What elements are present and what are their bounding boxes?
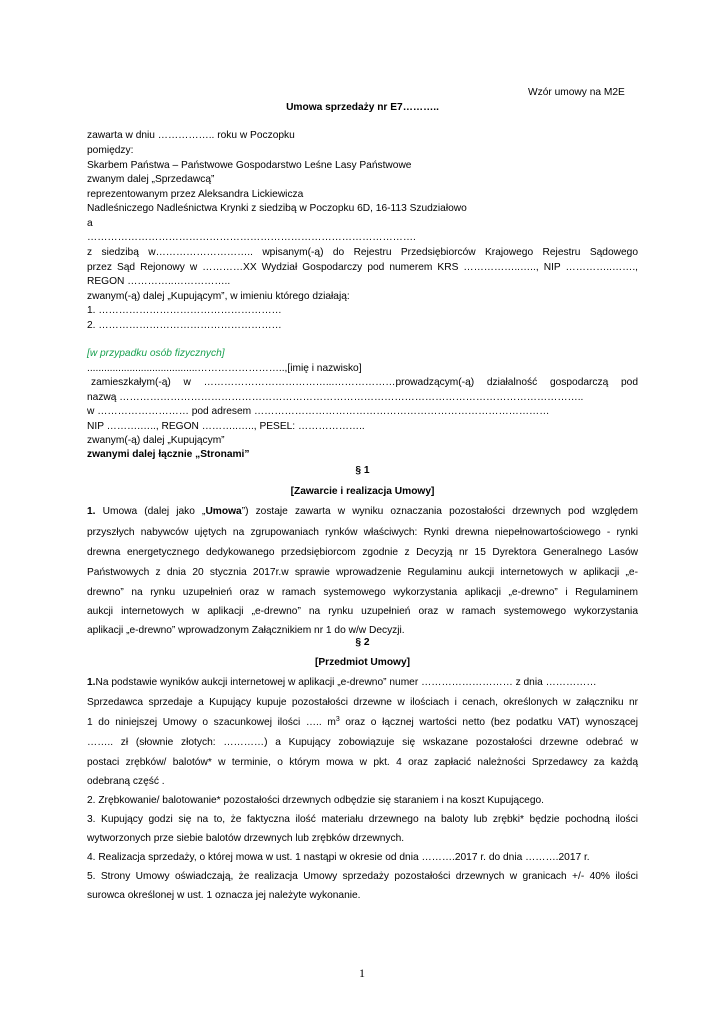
section-2-heading: [Przedmiot Umowy] bbox=[314, 657, 411, 668]
document-title: Umowa sprzedaży nr E7……….. bbox=[286, 102, 439, 113]
intro-line: a bbox=[87, 218, 93, 229]
section-2-paragraph-line: odebraną część . bbox=[87, 776, 165, 787]
section-1-number: § 1 bbox=[355, 465, 370, 476]
natural-line: NIP ……….….., REGON ………..….., PESEL: ……………….. bbox=[87, 421, 365, 432]
template-note: Wzór umowy na M2E bbox=[528, 87, 625, 98]
section-1-paragraph-line: aukcji internetowych w aplikacji „e-drewno” na rynku uzupełnień oraz w ramach systemowego wykorzystania bbox=[87, 606, 638, 617]
intro-line: REGON …………..…………….. bbox=[87, 276, 231, 287]
section-2-paragraph-line: 1 do niniejszej Umowy o szacunkowej ilości ….. $m^3$ oraz o łącznej wartości netto (bez podatku VAT) wynoszącej bbox=[87, 716, 638, 728]
intro-line: z siedzibą w……………………….. wpisanym(-ą) do Rejestru Przedsiębiorców Krajowego Rejestru Sądowego bbox=[87, 247, 638, 258]
intro-line: reprezentowanym przez Aleksandra Lickiewicza bbox=[87, 189, 304, 200]
section-2-paragraph-line: 4. Realizacja sprzedaży, o której mowa w ust. 1 nastąpi w okresie od dnia ……….2017 r. do dnia ……….2017 r. bbox=[87, 852, 590, 863]
intro-line: zwanym dalej „Sprzedawcą” bbox=[87, 174, 215, 185]
section-1-heading: [Zawarcie i realizacja Umowy] bbox=[290, 486, 435, 497]
intro-line: Skarbem Państwa – Państwowe Gospodarstwo Leśne Lasy Państwowe bbox=[87, 160, 412, 171]
section-2-paragraph-line: Sprzedawca sprzedaje a Kupujący kupuje pozostałości drzewne w ilościach i cenach, określonych w załączniku nr bbox=[87, 697, 638, 708]
intro-line: zawarta w dniu …………….. roku w Poczopku bbox=[87, 130, 295, 141]
section-2-paragraph-line: 1.Na podstawie wyników aukcji internetowej w aplikacji „e-drewno” numer ……………………… z dnia …………… bbox=[87, 677, 597, 688]
section-1-paragraph-line: przyszłych nabywców ujętych na zgrupowaniach rynków właściwych: Rynki drewna niepełnowartościowego - rynki bbox=[87, 527, 638, 538]
natural-line: zamieszkałym(-ą) w ………………………………...………………prowadzącym(-ą) działalność gospodarczą pod bbox=[91, 377, 638, 388]
signatory-line: 1. ……………………………………………… bbox=[87, 305, 282, 316]
section-2-paragraph-line: wytworzonych prze siebie balotów drzewnych lub zrębków drzewnych. bbox=[87, 833, 405, 844]
section-2-paragraph-line: …….. zł (słownie złotych: …………) a Kupujący zobowiązuje się wskazane pozostałości drzewne odebrać w bbox=[87, 737, 638, 748]
intro-line: ……………………………………………………………………………………. bbox=[87, 232, 416, 243]
intro-line: Nadleśniczego Nadleśnictwa Krynki z siedzibą w Poczopku 6D, 16-113 Szudziałowo bbox=[87, 203, 467, 214]
signatory-line: 2. ……………………………………………… bbox=[87, 320, 282, 331]
page-number: 1 bbox=[359, 966, 365, 980]
section-1-paragraph-line: Państwowych z dnia 20 stycznia 2017r.w sprawie wprowadzenie Regulaminu aukcji internetowych w aplikacji „e- bbox=[87, 567, 638, 578]
section-2-paragraph-line: 3. Kupujący godzi się na to, że faktyczna ilość materiału drzewnego na baloty lub zrębki* będzie pochodną ilości bbox=[87, 814, 638, 825]
intro-line: pomiędzy: bbox=[87, 145, 134, 156]
natural-line: .......................................……………………..,[imię i nazwisko] bbox=[87, 363, 362, 374]
section-1-paragraph-line: aplikacji „e-drewno” wprowadzonym Załącznikiem nr 1 do w/w Decyzji. bbox=[87, 625, 405, 636]
section-1-paragraph-line: drewna energetycznego dedykowanego przedsiębiorcom zgodnie z Decyzją nr 15 Dyrektora Generalnego Lasów bbox=[87, 547, 638, 558]
section-2-paragraph-line: surowca określonej w ust. 1 oznacza jej należyte wykonanie. bbox=[87, 890, 361, 901]
natural-line: w ……………………… pod adresem …………………………………………………………………………… bbox=[87, 406, 550, 417]
section-2-paragraph-line: 2. Zrębkowanie/ balotowanie* pozostałości drzewnych odbędzie się staraniem i na koszt Kupującego. bbox=[87, 795, 544, 806]
natural-line: nazwą ……………………………………………………………………………………………………………………….. bbox=[87, 392, 584, 403]
section-2-paragraph-line: postaci zrębków/ balotów* w terminie, o którym mowa w pkt. 4 oraz zapłacić należności Sprzedawcy za każdą bbox=[87, 757, 638, 768]
intro-line: zwanym(-ą) dalej „Kupującym”, w imieniu którego działają: bbox=[87, 291, 350, 302]
parties-definition: zwanymi dalej łącznie „Stronami” bbox=[87, 449, 250, 460]
section-1-paragraph-line: drewno” na rynku uzupełnień oraz w ramach systemowego wykorzystania aplikacji „e-drewno” i Regulaminem bbox=[87, 587, 638, 598]
intro-line: przez Sąd Rejonowy w …………XX Wydział Gospodarczy pod numerem KRS ……………..….., NIP …………..……., bbox=[87, 262, 638, 273]
section-2-number: § 2 bbox=[355, 637, 370, 648]
section-2-paragraph-line: 5. Strony Umowy oświadczają, że realizacja Umowy sprzedaży pozostałości drzewnych w granicach +/- 40% ilości bbox=[87, 871, 638, 882]
natural-person-label: [w przypadku osób fizycznych] bbox=[87, 348, 225, 359]
section-1-paragraph-line: 1. Umowa (dalej jako „Umowa”) zostaje zawarta w wyniku oznaczania pozostałości drzewnych pod względem bbox=[87, 506, 638, 517]
natural-line: zwanym(-ą) dalej „Kupującym” bbox=[87, 435, 225, 446]
